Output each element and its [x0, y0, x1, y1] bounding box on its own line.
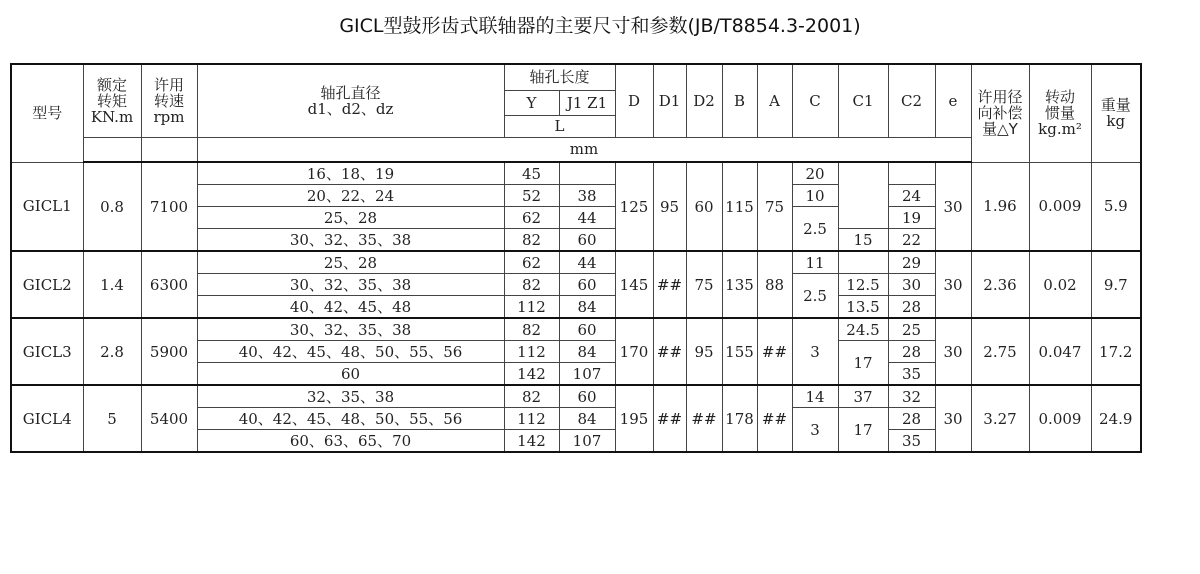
bore-diameter-cell: 25、28 [197, 251, 504, 274]
bore-diameter-cell: 32、35、38 [197, 385, 504, 408]
header-model: 型号 [11, 64, 83, 162]
C1-cell: 37 [838, 385, 888, 408]
header-B: B [722, 64, 757, 137]
model-cell: GICL2 [11, 251, 83, 318]
y-cell: 82 [504, 318, 559, 341]
B-cell: 135 [722, 251, 757, 318]
bore-diameter-cell: 40、42、45、48、50、55、56 [197, 408, 504, 430]
header-l: L [504, 115, 615, 137]
speed-cell: 5900 [141, 318, 197, 385]
header-D: D [615, 64, 653, 137]
compensation-cell: 3.27 [971, 385, 1029, 452]
header-D1: D1 [653, 64, 686, 137]
header-A: A [757, 64, 792, 137]
weight-cell: 24.9 [1091, 385, 1141, 452]
j-cell [559, 162, 615, 185]
bore-diameter-cell: 20、22、24 [197, 185, 504, 207]
header-C1: C1 [838, 64, 888, 137]
C2-cell: 28 [888, 408, 935, 430]
C2-cell: 30 [888, 274, 935, 296]
D-cell: 195 [615, 385, 653, 452]
C1-cell [838, 251, 888, 274]
j-cell: 84 [559, 408, 615, 430]
A-cell: 88 [757, 251, 792, 318]
C2-cell: 25 [888, 318, 935, 341]
header-y: Y [504, 90, 559, 115]
speed-cell: 7100 [141, 162, 197, 251]
C1-cell: 24.5 [838, 318, 888, 341]
bore-diameter-cell: 60 [197, 363, 504, 386]
C-cell: 11 [792, 251, 838, 274]
B-cell: 115 [722, 162, 757, 251]
C2-cell [888, 162, 935, 185]
weight-cell: 17.2 [1091, 318, 1141, 385]
y-cell: 62 [504, 207, 559, 229]
j-cell: 44 [559, 251, 615, 274]
D2-cell: ## [686, 385, 722, 452]
y-cell: 112 [504, 341, 559, 363]
B-cell: 155 [722, 318, 757, 385]
weight-cell: 9.7 [1091, 251, 1141, 318]
D1-cell: ## [653, 251, 686, 318]
D2-cell: 95 [686, 318, 722, 385]
j-cell: 60 [559, 229, 615, 252]
bore-diameter-cell: 60、63、65、70 [197, 430, 504, 453]
C1-cell: 15 [838, 229, 888, 252]
header-bore-length: 轴孔长度 [504, 64, 615, 90]
coupling-dimensions-table [10, 63, 1142, 453]
C1-cell: 17 [838, 341, 888, 386]
y-cell: 52 [504, 185, 559, 207]
C2-cell: 24 [888, 185, 935, 207]
speed-cell: 5400 [141, 385, 197, 452]
speed-cell: 6300 [141, 251, 197, 318]
header-j1z1: J1 Z1 [559, 90, 615, 115]
y-cell: 82 [504, 229, 559, 252]
y-cell: 142 [504, 363, 559, 386]
header-unit-mm: mm [197, 137, 971, 162]
C1-cell: 12.5 [838, 274, 888, 296]
y-cell: 82 [504, 385, 559, 408]
e-cell: 30 [935, 162, 971, 251]
j-cell: 84 [559, 341, 615, 363]
y-cell: 112 [504, 408, 559, 430]
j-cell: 44 [559, 207, 615, 229]
j-cell: 107 [559, 430, 615, 453]
D2-cell: 75 [686, 251, 722, 318]
bore-diameter-cell: 30、32、35、38 [197, 318, 504, 341]
bore-diameter-cell: 30、32、35、38 [197, 229, 504, 252]
bore-diameter-cell: 16、18、19 [197, 162, 504, 185]
compensation-cell: 2.75 [971, 318, 1029, 385]
C-cell: 3 [792, 408, 838, 453]
inertia-cell: 0.009 [1029, 162, 1091, 251]
C2-cell: 35 [888, 430, 935, 453]
inertia-cell: 0.02 [1029, 251, 1091, 318]
D-cell: 170 [615, 318, 653, 385]
C-cell: 10 [792, 185, 838, 207]
C-cell: 20 [792, 162, 838, 185]
D2-cell: 60 [686, 162, 722, 251]
y-cell: 142 [504, 430, 559, 453]
C2-cell: 35 [888, 363, 935, 386]
e-cell: 30 [935, 318, 971, 385]
A-cell: ## [757, 318, 792, 385]
compensation-cell: 1.96 [971, 162, 1029, 251]
y-cell: 45 [504, 162, 559, 185]
header-e: e [935, 64, 971, 137]
model-cell: GICL3 [11, 318, 83, 385]
page-title: GICL型鼓形齿式联轴器的主要尺寸和参数(JB/T8854.3-2001) [339, 15, 861, 37]
A-cell: 75 [757, 162, 792, 251]
y-cell: 112 [504, 296, 559, 319]
inertia-cell: 0.047 [1029, 318, 1091, 385]
D-cell: 125 [615, 162, 653, 251]
D1-cell: 95 [653, 162, 686, 251]
bore-diameter-cell: 40、42、45、48、50、55、56 [197, 341, 504, 363]
header-inertia: 转动 惯量 kg.m² [1029, 64, 1091, 162]
D1-cell: ## [653, 318, 686, 385]
j-cell: 60 [559, 274, 615, 296]
header-bore-diameter: 轴孔直径 d1、d2、dz [197, 64, 504, 137]
j-cell: 60 [559, 318, 615, 341]
A-cell: ## [757, 385, 792, 452]
bore-diameter-cell: 25、28 [197, 207, 504, 229]
unit-blank [141, 137, 197, 162]
C2-cell: 22 [888, 229, 935, 252]
header-speed: 许用 转速 rpm [141, 64, 197, 137]
torque-cell: 0.8 [83, 162, 141, 251]
header-C: C [792, 64, 838, 137]
unit-blank [83, 137, 141, 162]
C2-cell: 28 [888, 341, 935, 363]
header-C2: C2 [888, 64, 935, 137]
torque-cell: 1.4 [83, 251, 141, 318]
C1-cell: 17 [838, 408, 888, 453]
torque-cell: 2.8 [83, 318, 141, 385]
e-cell: 30 [935, 251, 971, 318]
C-cell: 2.5 [792, 274, 838, 319]
C2-cell: 29 [888, 251, 935, 274]
torque-cell: 5 [83, 385, 141, 452]
j-cell: 107 [559, 363, 615, 386]
compensation-cell: 2.36 [971, 251, 1029, 318]
C2-cell: 32 [888, 385, 935, 408]
C2-cell: 28 [888, 296, 935, 319]
bore-diameter-cell: 30、32、35、38 [197, 274, 504, 296]
bore-diameter-cell: 40、42、45、48 [197, 296, 504, 319]
header-D2: D2 [686, 64, 722, 137]
D1-cell: ## [653, 385, 686, 452]
C1-cell: 13.5 [838, 296, 888, 319]
j-cell: 38 [559, 185, 615, 207]
weight-cell: 5.9 [1091, 162, 1141, 251]
C2-cell: 19 [888, 207, 935, 229]
C-cell: 2.5 [792, 207, 838, 252]
j-cell: 60 [559, 385, 615, 408]
y-cell: 82 [504, 274, 559, 296]
C-cell: 3 [792, 318, 838, 385]
model-cell: GICL1 [11, 162, 83, 251]
inertia-cell: 0.009 [1029, 385, 1091, 452]
C-cell: 14 [792, 385, 838, 408]
j-cell: 84 [559, 296, 615, 319]
B-cell: 178 [722, 385, 757, 452]
header-torque: 额定 转矩 KN.m [83, 64, 141, 137]
y-cell: 62 [504, 251, 559, 274]
e-cell: 30 [935, 385, 971, 452]
model-cell: GICL4 [11, 385, 83, 452]
C1-cell [838, 162, 888, 229]
D-cell: 145 [615, 251, 653, 318]
header-weight: 重量 kg [1091, 64, 1141, 162]
header-compensation: 许用径 向补偿 量△Y [971, 64, 1029, 162]
